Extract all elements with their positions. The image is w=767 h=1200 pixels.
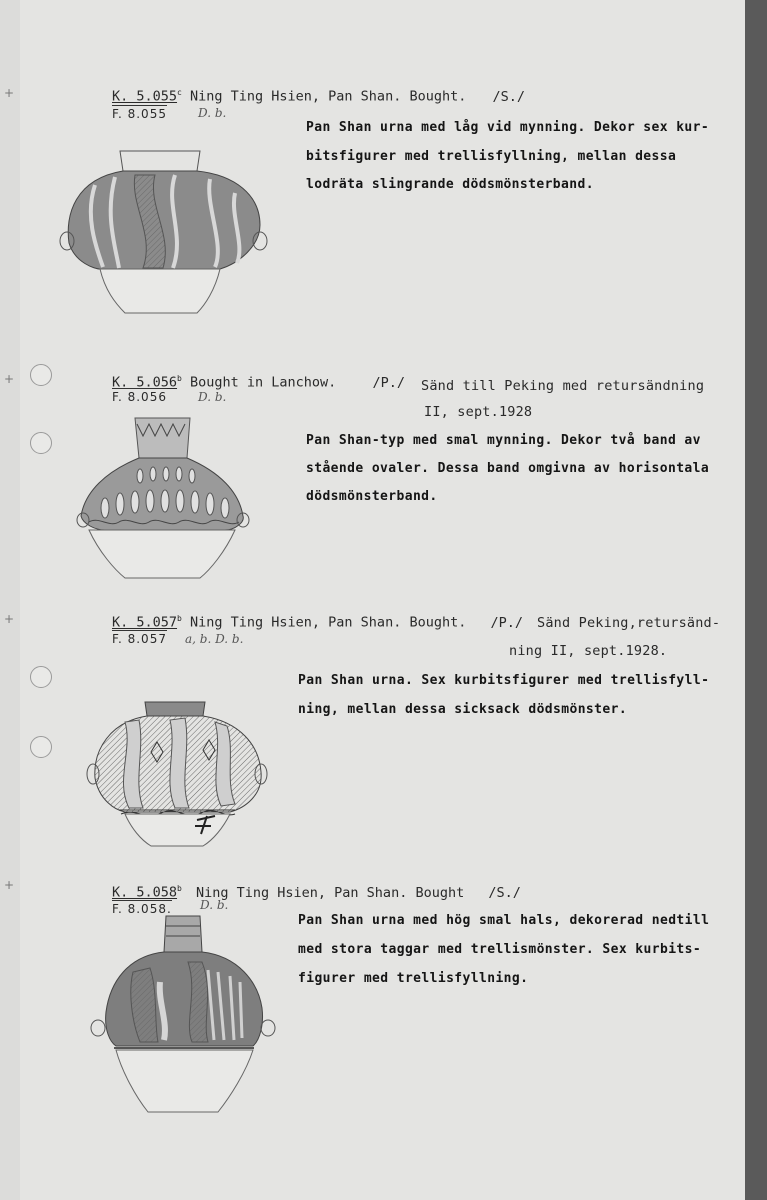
shipping-note: ning II, sept.1928. (509, 643, 668, 659)
punch-hole (30, 432, 52, 454)
handwritten-initials: D. b. (198, 106, 227, 120)
shipping-note: Sänd till Peking med retursändning (421, 378, 705, 394)
punch-hole (30, 364, 52, 386)
k-number: K. 5.055 (112, 88, 178, 105)
margin-tick: + (4, 878, 15, 892)
provenance: Ning Ting Hsien, Pan Shan. Bought. (190, 614, 467, 631)
provenance: Ning Ting Hsien, Pan Shan. Bought. (190, 88, 467, 105)
f-number: F. 8.055 (112, 107, 167, 121)
status-tag: /P./ (490, 614, 523, 631)
k-number: K. 5.058 (112, 884, 178, 901)
description-line: lodräta slingrande dödsmönsterband. (306, 177, 594, 192)
description-line: bitsfigurer med trellisfyllning, mellan dessa (306, 149, 677, 164)
punch-hole (30, 736, 52, 758)
catalog-header: K. 5.057$^b$ Ning Ting Hsien, Pan Shan. Bought. /P./ (112, 614, 523, 631)
status-tag: /S./ (492, 88, 525, 105)
description-line: med stora taggar med trellismönster. Sex kurbits- (298, 942, 702, 957)
k-number: K. 5.057 (112, 614, 178, 631)
punch-hole (30, 666, 52, 688)
provenance: Bought in Lanchow. (190, 374, 337, 391)
status-tag: /P./ (372, 374, 405, 391)
provenance: Ning Ting Hsien, Pan Shan. Bought (196, 884, 465, 901)
catalog-header: K. 5.056$^b$ Bought in Lanchow. /P./ (112, 374, 405, 391)
shipping-note: II, sept.1928 (424, 404, 533, 420)
catalog-header: K. 5.058$^b$ Ning Ting Hsien, Pan Shan. Bought /S./ (112, 884, 521, 901)
k-number: K. 5.056 (112, 374, 178, 391)
description-line: dödsmönsterband. (306, 489, 438, 504)
catalog-header: K. 5.055$^c$ Ning Ting Hsien, Pan Shan. Bought. /S./ (112, 88, 525, 105)
f-number: F. 8.056 (112, 390, 167, 404)
description-line: figurer med trellisfyllning. (298, 971, 529, 986)
margin-tick: + (4, 86, 15, 100)
margin-tick: + (4, 372, 15, 386)
shipping-note: Sänd Peking,retursänd- (537, 615, 721, 631)
margin-tick: + (4, 612, 15, 626)
description-line: ning, mellan dessa sicksack dödsmönster. (298, 702, 628, 717)
f-number: F. 8.058. (112, 902, 172, 916)
status-tag: /S./ (488, 884, 521, 901)
urn-drawing (55, 145, 275, 320)
handwritten-initials: a, b. D. b. (185, 632, 244, 646)
description-line: Pan Shan urna med låg vid mynning. Dekor sex kur- (306, 120, 710, 135)
handwritten-initials: D. b. (200, 898, 229, 912)
urn-drawing (88, 912, 278, 1117)
description-line: Pan Shan urna med hög smal hals, dekorerad nedtill (298, 913, 710, 928)
f-number: F. 8.057 (112, 632, 167, 646)
description-line: Pan Shan urna. Sex kurbitsfigurer med trellisfyll- (298, 673, 710, 688)
urn-drawing (85, 700, 270, 850)
urn-drawing (75, 412, 250, 582)
description-line: stående ovaler. Dessa band omgivna av horisontala (306, 461, 710, 476)
page-margin (0, 0, 20, 1200)
handwritten-initials: D. b. (198, 390, 227, 404)
description-line: Pan Shan-typ med smal mynning. Dekor två band av (306, 433, 701, 448)
